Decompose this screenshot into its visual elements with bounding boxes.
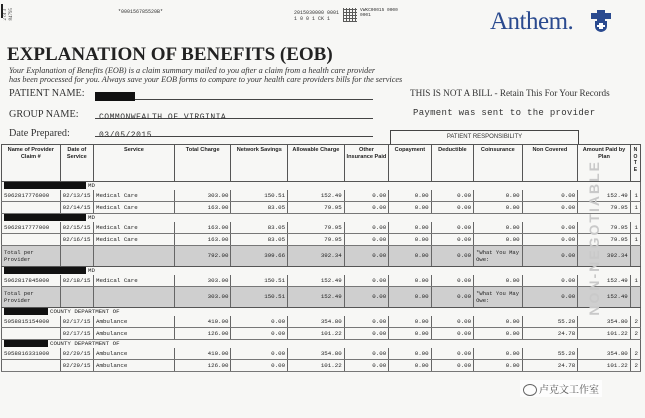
cell-total: 163.00 [174,234,231,246]
cell-claim [2,202,61,214]
total-empty [94,246,175,267]
provider-name: MD [88,267,95,275]
total-row [2,246,641,267]
total-deduct: 0.00 [431,287,473,308]
cell-total: 410.00 [174,316,231,328]
date-prepared-field: 03/05/2015 [95,124,373,137]
cell-allowable: 79.95 [288,222,345,234]
cell-allowable: 152.49 [288,275,345,287]
cell-coins: 0.00 [474,222,523,234]
cell-note: 2 [630,360,640,372]
total-row [2,287,641,308]
total-label: Total per Provider [2,246,61,267]
cell-noncov: 0.00 [522,202,578,214]
cell-copay: 0.00 [389,316,431,328]
payment-note: Payment was sent to the provider [413,108,596,118]
cell-claim [2,328,61,340]
provider-row [2,308,641,317]
cell-deduct: 0.00 [431,190,473,202]
total-allowable: 152.49 [288,287,345,308]
cell-service: Ambulance [94,348,175,360]
cell-noncov: 0.00 [522,275,578,287]
cell-paid: 79.95 [578,222,631,234]
document-id: *000156785520B* [118,9,164,15]
total-deduct: 0.00 [431,246,473,267]
cell-date: 02/17/15 [60,328,93,340]
cell-coins: 0.00 [474,360,523,372]
cell-coins: 0.00 [474,348,523,360]
cell-claim: 5058815154000 [2,316,61,328]
cell-note: 1 [630,234,640,246]
cell-service: Medical Care [94,275,175,287]
cell-paid: 79.95 [578,202,631,214]
cell-note: 1 [630,190,640,202]
cell-noncov: 24.78 [522,360,578,372]
cell-service: Medical Care [94,190,175,202]
cell-allowable: 101.22 [288,328,345,340]
cell-deduct: 0.00 [431,348,473,360]
cell-copay: 0.00 [389,275,431,287]
redacted-name [4,308,48,315]
cell-note: 1 [630,222,640,234]
cell-other: 0.00 [344,234,388,246]
cell-noncov: 55.20 [522,348,578,360]
col-allowable: Allowable Charge [288,145,345,182]
table-row [2,234,641,246]
total-other: 0.00 [344,246,388,267]
cell-date: 02/29/15 [60,348,93,360]
cell-coins: 0.00 [474,275,523,287]
provider-name: COUNTY DEPARTMENT OF [50,340,120,348]
cell-allowable: 152.49 [288,190,345,202]
qr-code [343,8,357,22]
cell-coins: 0.00 [474,202,523,214]
cell-deduct: 0.00 [431,234,473,246]
total-other: 0.00 [344,287,388,308]
total-noncov: 0.00 [522,287,578,308]
provider-row [2,267,641,276]
watermark: NON-NEGOTIABLE [586,160,602,316]
col-service: Service [94,145,175,182]
total-owe: *What You May Owe: [474,246,523,267]
col-copayment: Copayment [389,145,431,182]
table-row [2,222,641,234]
provider-row [2,340,641,349]
cell-other: 0.00 [344,190,388,202]
redacted-name [4,340,48,347]
total-allowable: 392.34 [288,246,345,267]
col-other-insurance: Other Insurance Paid [344,145,388,182]
total-empty [60,246,93,267]
cell-total: 163.00 [174,202,231,214]
redacted-name [4,267,86,274]
cell-savings: 83.05 [231,234,288,246]
cell-service: Medical Care [94,202,175,214]
cell-date: 02/15/15 [60,222,93,234]
total-copay: 0.00 [389,287,431,308]
cell-other: 0.00 [344,222,388,234]
cell-note: 1 [630,275,640,287]
cell-note: 2 [630,316,640,328]
cell-allowable: 79.95 [288,202,345,214]
provider-name: MD [88,214,95,222]
cell-deduct: 0.00 [431,202,473,214]
group-name-field: COMMONWEALTH OF VIRGINIA [95,106,373,119]
cell-total: 303.00 [174,275,231,287]
claims-table [1,144,641,372]
cell-claim [2,234,61,246]
table-header-row [2,145,641,182]
cell-allowable: 354.80 [288,348,345,360]
cell-copay: 0.00 [389,348,431,360]
total-owe: *What You May Owe: [474,287,523,308]
brand-name: Anthem. [490,8,574,35]
cell-service: Ambulance [94,316,175,328]
cell-other: 0.00 [344,275,388,287]
table-row [2,360,641,372]
cell-service: Medical Care [94,222,175,234]
provider-row [2,182,641,191]
cell-total: 126.00 [174,360,231,372]
cell-savings: 150.51 [231,190,288,202]
page-subtitle: Your Explanation of Benefits (EOB) is a claim summary mailed to you after a claim from a health care provider has been processed for you. Always save your EOB forms to compare to your health care providers bills for the services [9,66,403,84]
total-savings: 399.66 [231,246,288,267]
page-count: 2 of 3 84795 [3,8,14,21]
wechat-icon [523,384,537,396]
cell-claim: 5062817845000 [2,275,61,287]
cell-coins: 0.00 [474,328,523,340]
total-savings: 150.51 [231,287,288,308]
total-total: 792.00 [174,246,231,267]
date-prepared-label: Date Prepared: [9,128,70,139]
patient-name-label: PATIENT NAME: [9,88,85,99]
total-empty [630,246,640,267]
cell-paid: 152.49 [578,275,631,287]
cell-date: 02/17/15 [60,316,93,328]
barcode-text: 2015030000 0001 1 0 0 1 CK 1 [294,10,340,22]
cell-note: 2 [630,348,640,360]
cell-note: 2 [630,328,640,340]
cell-deduct: 0.00 [431,360,473,372]
provider-name: MD [88,182,95,190]
barcode-text-2: VWKC00015 0000 0001 [360,8,398,18]
total-paid: 392.34 [578,246,631,267]
cell-service: Ambulance [94,328,175,340]
table-row [2,316,641,328]
cell-other: 0.00 [344,316,388,328]
cell-service: Ambulance [94,360,175,372]
cell-copay: 0.00 [389,190,431,202]
cell-total: 163.00 [174,222,231,234]
col-coinsurance: Coinsurance [474,145,523,182]
cell-date: 02/16/15 [60,234,93,246]
provider-row [2,214,641,223]
patient-responsibility-header: PATIENT RESPONSIBILITY [390,130,579,144]
cell-deduct: 0.00 [431,275,473,287]
table-row [2,348,641,360]
cell-date: 02/14/15 [60,202,93,214]
blue-cross-shield-icon [591,10,611,32]
cell-savings: 0.00 [231,328,288,340]
cell-other: 0.00 [344,202,388,214]
redacted-name [4,214,86,221]
cell-claim [2,360,61,372]
cell-savings: 0.00 [231,360,288,372]
total-noncov: 0.00 [522,246,578,267]
group-name-label: GROUP NAME: [9,109,79,120]
not-a-bill-notice: THIS IS NOT A BILL - Retain This For Your Records [410,88,610,98]
cell-claim: 5058816331000 [2,348,61,360]
cell-savings: 150.51 [231,275,288,287]
total-empty [630,287,640,308]
cell-coins: 0.00 [474,190,523,202]
cell-paid: 101.22 [578,360,631,372]
total-empty [94,287,175,308]
cell-deduct: 0.00 [431,222,473,234]
cell-savings: 83.05 [231,222,288,234]
cell-paid: 101.22 [578,328,631,340]
col-amount-paid: Amount Paid by Plan [578,145,631,182]
total-empty [60,287,93,308]
cell-savings: 83.05 [231,202,288,214]
total-copay: 0.00 [389,246,431,267]
cell-paid: 354.80 [578,348,631,360]
cell-allowable: 354.80 [288,316,345,328]
cell-deduct: 0.00 [431,316,473,328]
total-label: Total per Provider [2,287,61,308]
col-non-covered: Non Covered [522,145,578,182]
cell-date: 02/13/15 [60,190,93,202]
cell-claim: 5062817777000 [2,222,61,234]
total-paid: 152.49 [578,287,631,308]
table-row [2,202,641,214]
cell-allowable: 101.22 [288,360,345,372]
cell-date: 02/18/15 [60,275,93,287]
cell-note: 1 [630,202,640,214]
col-provider: Name of Provider Claim # [2,145,61,182]
cell-other: 0.00 [344,348,388,360]
cell-noncov: 0.00 [522,222,578,234]
provider-name: COUNTY DEPARTMENT OF [50,308,120,316]
col-total-charge: Total Charge [174,145,231,182]
cell-copay: 0.00 [389,222,431,234]
cell-coins: 0.00 [474,234,523,246]
wechat-watermark: 卢克文工作室 [520,380,602,397]
col-network-savings: Network Savings [231,145,288,182]
cell-other: 0.00 [344,328,388,340]
cell-savings: 0.00 [231,316,288,328]
cell-copay: 0.00 [389,234,431,246]
cell-total: 410.00 [174,348,231,360]
cell-claim: 5062817776000 [2,190,61,202]
cell-deduct: 0.00 [431,328,473,340]
table-row [2,328,641,340]
redacted-name [4,182,86,189]
cell-noncov: 0.00 [522,234,578,246]
col-note: N O T E [630,145,640,182]
cell-coins: 0.00 [474,316,523,328]
cell-copay: 0.00 [389,202,431,214]
patient-name-field [95,87,373,100]
cell-service: Medical Care [94,234,175,246]
cell-paid: 152.49 [578,190,631,202]
cell-copay: 0.00 [389,328,431,340]
col-deductible: Deductible [431,145,473,182]
table-row [2,275,641,287]
cell-copay: 0.00 [389,360,431,372]
col-date: Date of Service [60,145,93,182]
table-row [2,190,641,202]
cell-paid: 354.80 [578,316,631,328]
cell-total: 126.00 [174,328,231,340]
cell-allowable: 79.95 [288,234,345,246]
total-total: 303.00 [174,287,231,308]
cell-total: 303.00 [174,190,231,202]
cell-other: 0.00 [344,360,388,372]
cell-savings: 0.00 [231,348,288,360]
cell-paid: 79.95 [578,234,631,246]
cell-noncov: 0.00 [522,190,578,202]
cell-noncov: 24.78 [522,328,578,340]
page-title: EXPLANATION OF BENEFITS (EOB) [7,44,333,65]
cell-date: 02/29/15 [60,360,93,372]
cell-noncov: 55.20 [522,316,578,328]
